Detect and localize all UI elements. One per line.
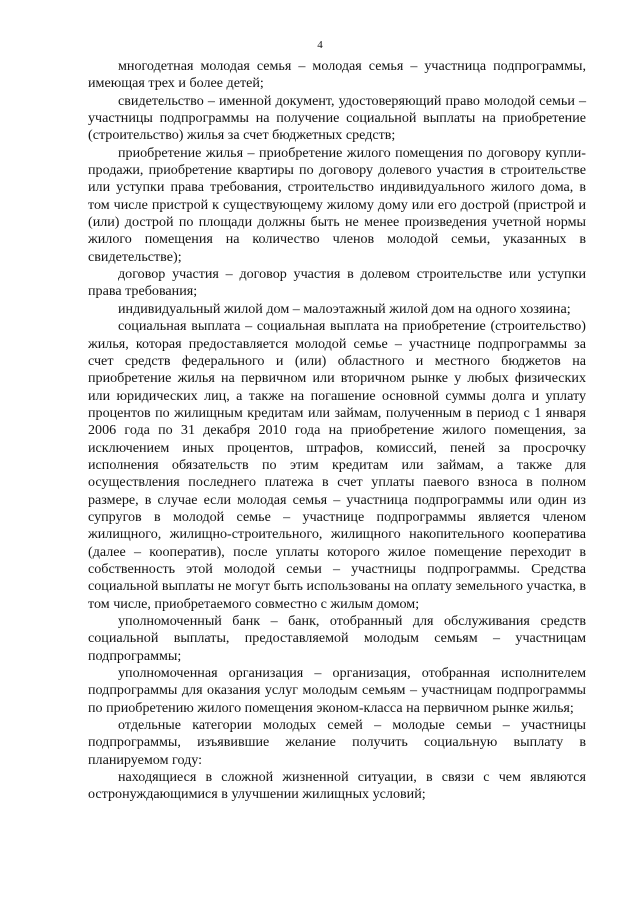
- paragraph-difficult-situation: находящиеся в сложной жизненной ситуации, в связи с чем являются остронуждающимися в улучшении жилищных условий;: [88, 769, 586, 803]
- paragraph-social-payment: социальная выплата – социальная выплата на приобретение (строительство) жилья, которая предоставляется молодой семье – участнице подпрограммы за счет средств федерального и (или) областного и местного бюджетов на приобретение жилья на первичном или вторичном рынке у любых физических или юридических лиц, а также на погашение основной суммы долга и уплату процентов по жилищным кредитам или займам, полученным в период с 1 января 2006 года по 31 декабря 2010 года на приобретение жилого помещения, за исключением иных процентов, штрафов, комиссий, пеней за просрочку исполнения обязательств по этим кредитам или займам, а также для осуществления последнего платежа в счет уплаты паевого взноса в полном размере, в случае если молодая семья – участница подпрограммы или один из супругов в молодой семье – участнице подпрограммы является членом жилищного, жилищно-строительного, жилищного накопительного кооператива (далее – кооператив), после уплаты которого жилое помещение переходит в собственность этой молодой семьи – участницы подпрограммы. Средства социальной выплаты не могут быть использованы на оплату земельного участка, в том числе, приобретаемого совместно с жилым домом;: [88, 318, 586, 612]
- paragraph-participation-agreement: договор участия – договор участия в долевом строительстве или уступки права требования;: [88, 266, 586, 300]
- paragraph-special-categories: отдельные категории молодых семей – молодые семьи – участницы подпрограммы, изъявившие желание получить социальную выплату в планируемом году:: [88, 717, 586, 768]
- paragraph-individual-house: индивидуальный жилой дом – малоэтажный жилой дом на одного хозяина;: [118, 300, 571, 317]
- paragraph-authorized-bank: уполномоченный банк – банк, отобранный для обслуживания средств социальной выплаты, предоставляемой молодым семьям – участницам подпрограммы;: [88, 613, 586, 664]
- paragraph-certificate: свидетельство – именной документ, удостоверяющий право молодой семьи – участницы подпрограммы на получение социальной выплаты на приобретение (строительство) жилья за счет бюджетных средств;: [88, 92, 586, 144]
- paragraph-authorized-organization: уполномоченная организация – организация, отобранная исполнителем подпрограммы для оказания услуг молодым семьям – участницам подпрограммы по приобретению жилого помещения эконом-класса на первичном рынке жилья;: [88, 665, 586, 716]
- paragraph-large-family: многодетная молодая семья – молодая семья – участница подпрограммы, имеющая трех и более детей;: [88, 58, 586, 92]
- page-number: 4: [317, 39, 323, 51]
- document-body: [88, 58, 586, 804]
- paragraph-housing-acquisition: приобретение жилья – приобретение жилого помещения по договору купли-продажи, приобретение квартиры по договору долевого участия в строительстве или уступки права требования, строительство индивидуального жилого дома, в том числе пристрой к существующему жилому дому или его дострой (пристрой и (или) дострой по площади должны быть не менее произведения учетной нормы жилого помещения на количество членов молодой семьи, указанных в свидетельстве);: [88, 144, 586, 265]
